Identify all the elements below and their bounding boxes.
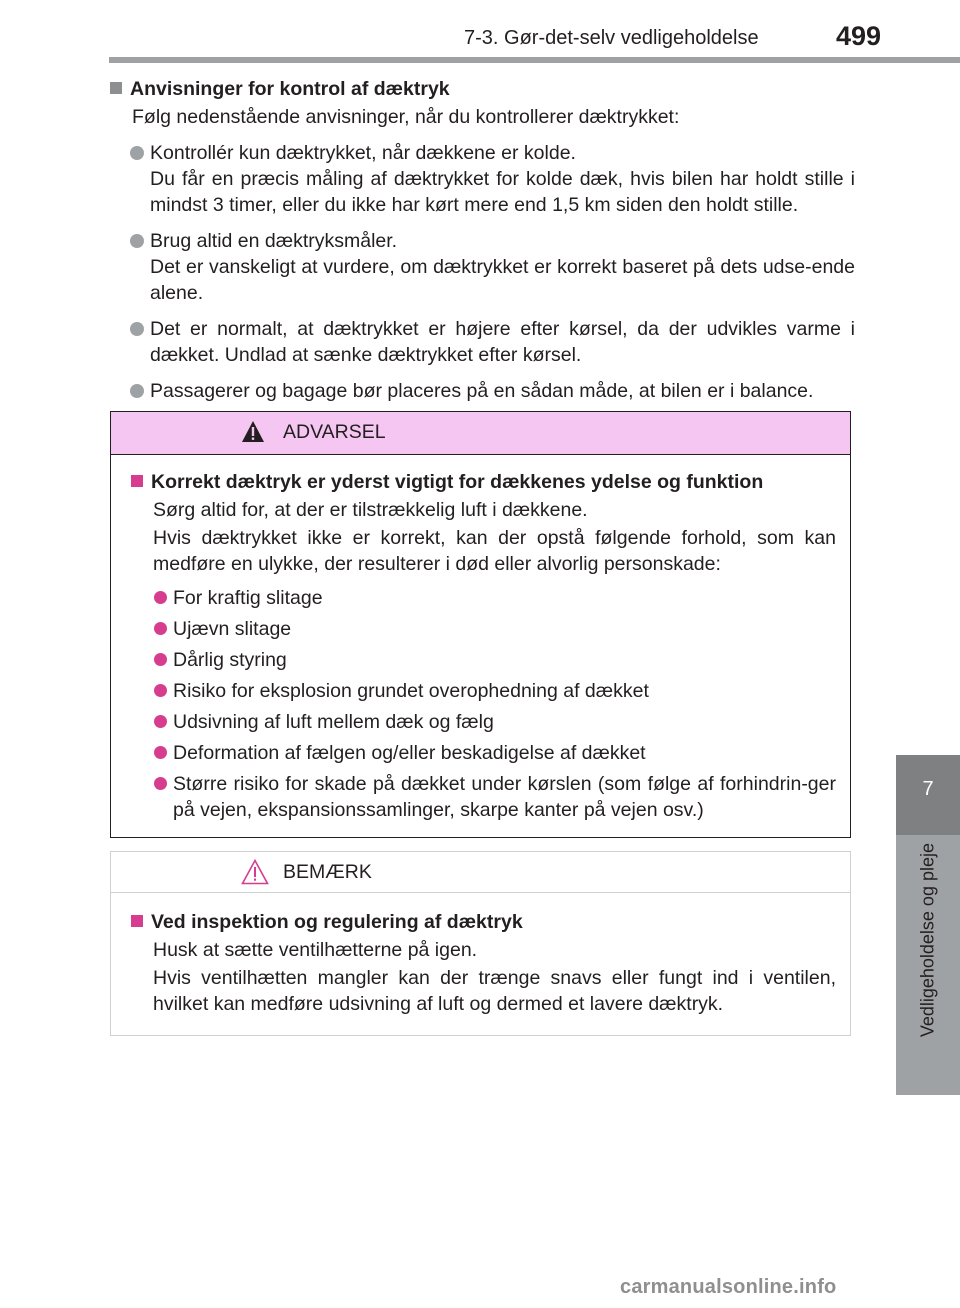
- bullet-dot-icon: [154, 684, 167, 697]
- bullet-line1: Brug altid en dæktryksmåler.: [150, 230, 398, 252]
- section-heading: [110, 76, 855, 102]
- warning-box: [110, 411, 851, 838]
- list-item: [131, 771, 836, 823]
- warning-para: Sørg altid for, at der er tilstrækkelig luft i dækkene.: [153, 499, 588, 521]
- chapter-number: 7: [922, 778, 934, 800]
- section-intro: Følg nedenstående anvisninger, når du kontrollerer dæktrykket:: [132, 106, 680, 128]
- warning-header: [111, 412, 850, 455]
- warning-para: Hvis dæktrykket ikke er korrekt, kan der opstå følgende forhold, som kan medføre en ulykke, der resulterer i død eller alvorlig personskade:: [153, 527, 836, 575]
- list-item: [131, 585, 836, 611]
- notice-box: [110, 851, 851, 1036]
- bullet-dot-icon: [154, 591, 167, 604]
- list-item-text: Udsivning af luft mellem dæk og fælg: [173, 711, 494, 733]
- section-title: 7-3. Gør-det-selv vedligeholdelse: [464, 27, 759, 49]
- list-item: [131, 709, 836, 735]
- square-bullet-icon: [131, 915, 143, 927]
- bullet-dot-icon: [154, 622, 167, 635]
- list-item-text: Ujævn slitage: [173, 618, 292, 640]
- square-bullet-icon: [131, 475, 143, 487]
- bullet-line1: Passagerer og bagage bør placeres på en sådan måde, at bilen er i balance.: [150, 380, 814, 402]
- warning-heading-text: Korrekt dæktryk er yderst vigtigt for dækkenes ydelse og funktion: [151, 471, 764, 493]
- tire-pressure-section: [110, 76, 855, 404]
- list-item: [110, 378, 855, 404]
- page-number: 499: [836, 21, 882, 51]
- list-item-text: Dårlig styring: [173, 649, 287, 671]
- warning-triangle-icon: [241, 420, 265, 444]
- notice-heading: [131, 909, 836, 935]
- list-item-text: For kraftig slitage: [173, 587, 323, 609]
- bullet-dot-icon: [130, 322, 144, 336]
- notice-body: [111, 893, 850, 1035]
- bullet-dot-icon: [154, 746, 167, 759]
- header-divider: [109, 57, 960, 63]
- notice-para: Hvis ventilhætten mangler kan der trænge snavs eller fungt ind i ventilen, hvilket kan medføre udsivning af luft og dermed et lavere dæktryk.: [153, 967, 836, 1015]
- list-item-text: Deformation af fælgen og/eller beskadigelse af dækket: [173, 742, 646, 764]
- chapter-label-tab: [896, 835, 960, 1095]
- warning-label: ADVARSEL: [283, 421, 386, 443]
- notice-para: Husk at sætte ventilhætterne på igen.: [153, 939, 478, 961]
- square-bullet-icon: [110, 82, 122, 94]
- bullet-line1: Det er normalt, at dæktrykket er højere efter kørsel, da der udvikles varme i dækket. Undlad at sænke dæktrykket efter kørsel.: [150, 318, 855, 366]
- list-item: [110, 316, 855, 368]
- warning-body: [111, 455, 850, 837]
- warning-heading: [131, 469, 836, 495]
- list-item: [110, 140, 855, 218]
- bullet-line2: Det er vanskeligt at vurdere, om dæktrykket er korrekt baseret på dets udse-ende alene.: [150, 256, 855, 304]
- list-item: [131, 616, 836, 642]
- bullet-dot-icon: [130, 384, 144, 398]
- list-item: [131, 678, 836, 704]
- bullet-dot-icon: [154, 653, 167, 666]
- list-item-text: Større risiko for skade på dækket under kørslen (som følge af forhindrin-ger på vejen, ekspansionssamlinger, skarpe kanter på vejen osv.): [173, 773, 836, 821]
- list-item: [131, 740, 836, 766]
- chapter-label: Vedligeholdelse og pleje: [917, 843, 938, 1038]
- notice-label: BEMÆRK: [283, 861, 372, 883]
- bullet-dot-icon: [154, 777, 167, 790]
- bullet-line2: Du får en præcis måling af dæktrykket for kolde dæk, hvis bilen har holdt stille i mindst 3 timer, eller du ikke har kørt mere end 1,5 km siden den holdt stille.: [150, 168, 855, 216]
- list-item: [131, 647, 836, 673]
- notice-header: [111, 852, 850, 893]
- caution-triangle-icon: [241, 859, 269, 885]
- bullet-dot-icon: [154, 715, 167, 728]
- bullet-dot-icon: [130, 146, 144, 160]
- list-item: [110, 228, 855, 306]
- watermark: carmanualsonline.info: [620, 1276, 837, 1298]
- section-heading-text: Anvisninger for kontrol af dæktryk: [130, 78, 450, 100]
- bullet-dot-icon: [130, 234, 144, 248]
- bullet-line1: Kontrollér kun dæktrykket, når dækkene er kolde.: [150, 142, 576, 164]
- notice-heading-text: Ved inspektion og regulering af dæktryk: [151, 911, 523, 933]
- list-item-text: Risiko for eksplosion grundet overophedning af dækket: [173, 680, 649, 702]
